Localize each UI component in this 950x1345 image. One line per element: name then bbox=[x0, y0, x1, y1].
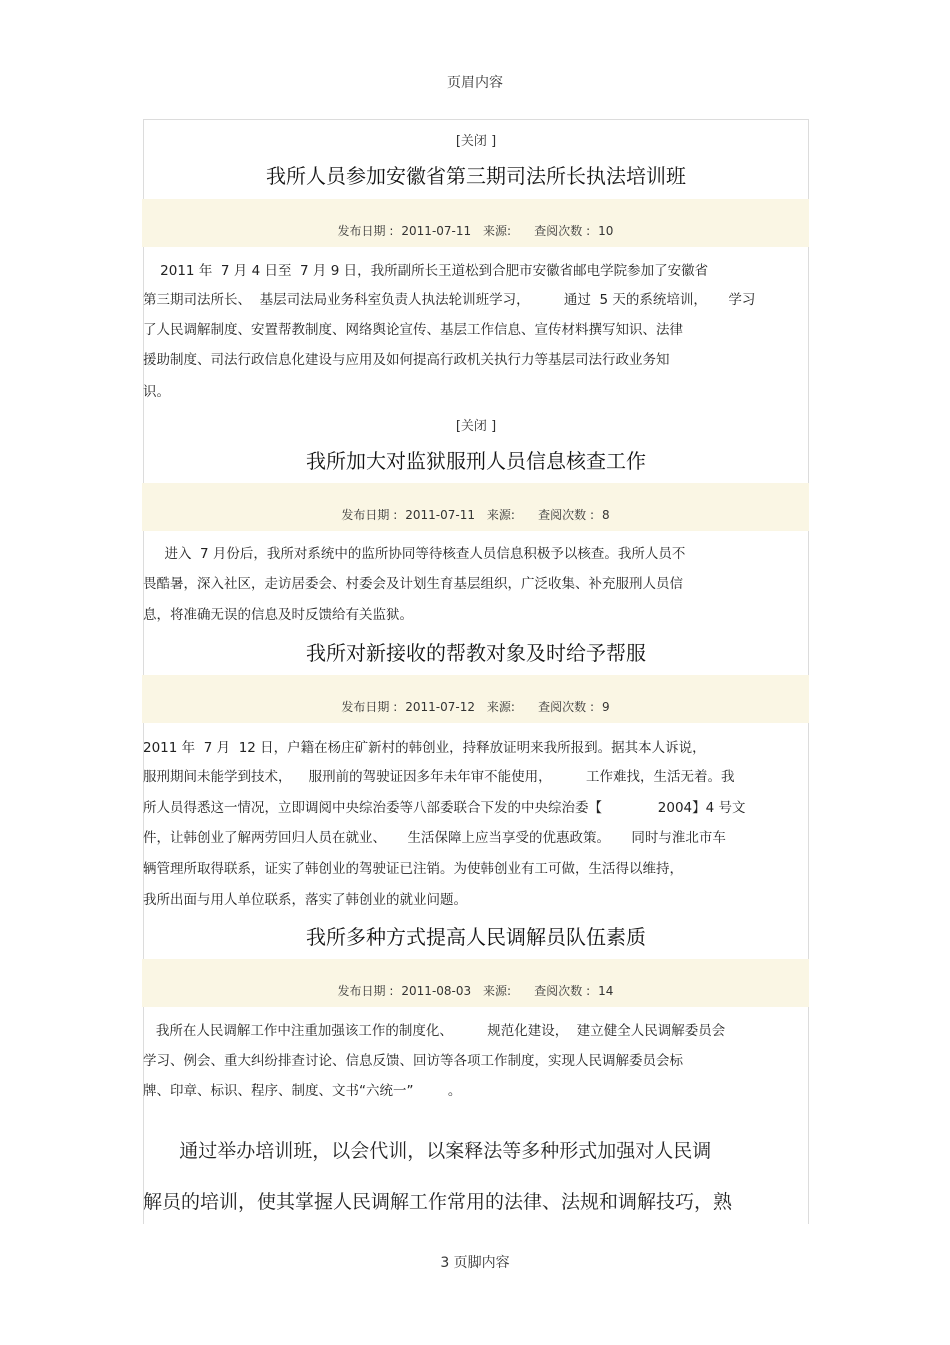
article-title: 我所加大对监狱服刑人员信息核查工作 bbox=[306, 449, 646, 473]
article-text-line: 我所在人民调解工作中注重加强该工作的制度化、 规范化建设， 建立健全人民调解委员会 bbox=[143, 1023, 726, 1039]
source-label: 来源: bbox=[482, 984, 512, 998]
article-title: 我所对新接收的帮教对象及时给予帮服 bbox=[306, 641, 646, 665]
views-label: 查阅次数 : bbox=[534, 224, 591, 238]
article-text-line: 援助制度、司法行政信息化建设与应用及如何提高行政机关执行力等基层司法行政业务知 bbox=[143, 352, 670, 368]
date-label: 发布日期 : bbox=[341, 700, 398, 714]
article-text-line: 件，让韩创业了解两劳回归人员在就业、 生活保障上应当享受的优惠政策。 同时与淮北市车 bbox=[143, 830, 726, 846]
article-text-line: 第三期司法所长、 基层司法局业务科室负责人执法轮训班学习， 通过 5 天的系统培训， 学习 bbox=[143, 292, 756, 308]
close-link[interactable]: [关闭 ] bbox=[455, 419, 497, 434]
page-footer: 3 页脚内容 bbox=[440, 1255, 510, 1271]
publish-date: 2011-07-11 bbox=[405, 508, 475, 522]
publish-date: 2011-08-03 bbox=[401, 984, 472, 998]
article-text-line: 所人员得悉这一情况，立即调阅中央综治委等八部委联合下发的中央综治委【 2004】4 号文 bbox=[143, 800, 746, 816]
closing-paragraph-line: 解员的培训，使其掌握人民调解工作常用的法律、法规和调解技巧，熟 bbox=[143, 1191, 733, 1213]
source-label: 来源: bbox=[486, 508, 515, 522]
article-text-line: 息，将准确无误的信息及时反馈给有关监狱。 bbox=[143, 607, 413, 623]
view-count: 8 bbox=[601, 508, 610, 522]
article-title: 我所多种方式提高人民调解员队伍素质 bbox=[306, 925, 646, 949]
source-label: 来源: bbox=[482, 224, 512, 238]
article-text-line: 畏酷暑，深入社区，走访居委会、村委会及计划生育基层组织，广泛收集、补充服刑人员信 bbox=[143, 576, 683, 592]
article-text-line: 2011 年 7 月 12 日，户籍在杨庄矿新村的韩创业，持释放证明来我所报到。据其本人诉说， bbox=[143, 740, 706, 756]
date-label: 发布日期 : bbox=[337, 984, 394, 998]
article-text-line: 识。 bbox=[143, 384, 170, 400]
views-label: 查阅次数 : bbox=[538, 508, 594, 522]
view-count: 10 bbox=[598, 224, 614, 238]
article-text-line: 辆管理所取得联系，证实了韩创业的驾驶证已注销。为使韩创业有工可做，生活得以维持， bbox=[143, 861, 683, 877]
article-meta bbox=[142, 483, 809, 531]
article-text-line: 学习、例会、重大纠纷排查讨论、信息反馈、回访等各项工作制度，实现人民调解委员会标 bbox=[143, 1053, 683, 1069]
article-meta bbox=[142, 959, 809, 1007]
view-count: 14 bbox=[598, 984, 614, 998]
article-text-line: 进入 7 月份后，我所对系统中的监所协同等待核查人员信息积极予以核查。我所人员不 bbox=[143, 546, 686, 562]
views-label: 查阅次数 : bbox=[534, 984, 591, 998]
closing-paragraph-line: 通过举办培训班，以会代训，以案释法等多种形式加强对人民调 bbox=[143, 1140, 712, 1162]
source-label: 来源: bbox=[486, 700, 515, 714]
article-text-line: 服刑期间未能学到技术， 服刑前的驾驶证因多年未年审不能使用， 工作难找，生活无着。我 bbox=[143, 769, 735, 785]
article-text-line: 了人民调解制度、安置帮教制度、网络舆论宣传、基层工作信息、宣传材料撰写知识、法律 bbox=[143, 322, 683, 338]
date-label: 发布日期 : bbox=[337, 224, 394, 238]
article-title: 我所人员参加安徽省第三期司法所长执法培训班 bbox=[266, 164, 686, 188]
article-meta bbox=[142, 675, 809, 723]
publish-date: 2011-07-12 bbox=[405, 700, 475, 714]
article-text-line: 我所出面与用人单位联系，落实了韩创业的就业问题。 bbox=[143, 892, 467, 908]
page-header: 页眉内容 bbox=[447, 75, 503, 91]
article-text-line: 牌、印章、标识、程序、制度、文书“六统一” 。 bbox=[143, 1083, 462, 1099]
date-label: 发布日期 : bbox=[341, 508, 398, 522]
publish-date: 2011-07-11 bbox=[401, 224, 472, 238]
close-link[interactable]: [关闭 ] bbox=[455, 134, 497, 149]
view-count: 9 bbox=[601, 700, 610, 714]
views-label: 查阅次数 : bbox=[538, 700, 594, 714]
article-text-line: 2011 年 7 月 4 日至 7 月 9 日，我所副所长王道松到合肥市安徽省邮电学院参加了安徽省 bbox=[143, 263, 709, 279]
article-meta bbox=[142, 199, 809, 247]
